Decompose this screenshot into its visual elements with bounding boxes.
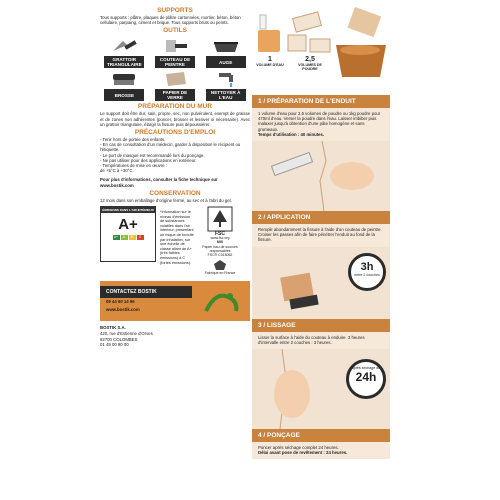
emission-scale [101,235,155,240]
trough-icon [208,36,244,56]
sandpaper-icon [157,69,193,89]
application-illustration [252,141,390,211]
step1-illustration [252,5,390,95]
left-column [100,5,250,348]
tool-label: BROSSE [104,89,144,101]
fsc-tree-icon [207,206,233,232]
scale-a: A [121,235,128,240]
step3-photo [252,247,390,319]
step4-body [252,442,390,459]
scale-a-plus: A+ [114,235,118,240]
outils-title: OUTILS [163,27,187,35]
badge-time: 3h [360,260,374,273]
contact-banner [100,281,250,321]
scraper-icon [106,36,142,56]
precaution-item: - Ne pas utiliser pour des applications en extérieur. [100,157,197,163]
tool-brosse [100,69,149,101]
preparation-mur-text: Le support doit être dur, sain, propre, sec, non pulvérulent, exempt de graisse et de zones non adhérentes (poncer, brosser et lessiver si nécessaire). Avec un grattoir triangulaire, élargir la fissure puis dépoussiérer. [100,111,250,127]
step4-title: 4 / PONÇAGE [252,429,390,442]
more-info: Pour plus d'informations, consulter la fiche technique sur www.bostik.com [100,177,218,188]
conservation-title: CONSERVATION [149,189,201,197]
precautions-title: PRÉCAUTIONS D'EMPLOI [134,129,216,137]
address-street: 420, rue d'Estienne d'Orves [100,331,153,337]
step4-text: Poncer après séchage complet 24 heures. [258,445,339,451]
precaution-item: - Tenir hors de portée des enfants. [100,137,166,143]
badge-sub: entre 2 couches [354,272,380,277]
fsc-paper: Papier issu de sources responsables [202,244,238,253]
fsc-url: www.fsc.org [210,236,230,241]
conservation-text: 12 mois dans son emballage d'origine fermé, au sec et à l'abri du gel. [100,197,232,203]
putty-knife-icon [157,36,193,56]
gecko-logo-icon [202,287,242,317]
tool-label: GRATTOIR TRIANGULAIRE [104,56,144,68]
drying-time-badge [348,253,386,291]
vol1-label: VOLUME D'EAU [256,63,284,67]
faucet-icon [208,69,244,89]
step1-extra: Temps d'utilisation : 40 minutes. [258,131,325,137]
vol1-group [254,56,286,67]
preparation-mur-title: PRÉPARATION DU MUR [137,103,213,111]
tool-auge [201,36,250,68]
step2-photo [252,141,390,211]
tool-grattoir [100,36,149,68]
contact-web[interactable]: www.bostik.com [106,307,140,313]
vol2-group [290,56,330,71]
step3-title: 3 / LISSAGE [252,319,390,332]
contact-phone[interactable]: 09 44 60 14 96 [106,299,135,305]
fsc-code: FSC® C015062 [207,253,233,258]
tool-label: NETTOYER À L'EAU [206,89,246,101]
step1-body [252,108,390,141]
precaution-item: - Le port de masque est recommandé lors du ponçage. [100,152,205,158]
company-name: BOSTIK S.A. [100,325,126,331]
fsc-label [198,206,242,275]
emission-grade: A+ [118,216,138,234]
vol1-number: 1 [268,56,272,63]
address-city: 92700 COLOMBES [100,336,138,342]
precautions-list [100,137,250,173]
company-address [100,325,250,347]
labels-row [100,206,250,275]
brush-icon [106,69,142,89]
precaution-item: - Températures de mise en œuvre : [100,163,168,169]
tool-nettoyer [201,69,250,101]
step2-body [252,224,390,247]
tool-papier [151,69,200,101]
supports-title: SUPPORTS [157,7,193,14]
vol2-label: VOLUMES DE POUDRE [298,63,322,71]
precaution-item: de +5°C à +30°C. [100,168,134,174]
emission-label [100,206,156,262]
france-map-icon [213,259,227,271]
made-in-france: Fabriqué en France [204,271,236,276]
supports-text: Tous supports : plâtre, plaques de plâtre cartonnées, mortier, béton, béton cellulaire, parpaing, ciment et brique. Tous supports bruts ou peints. [100,15,241,26]
mixing-illustration [252,5,390,95]
contact-title: CONTACTEZ BOSTIK [100,286,192,298]
tool-label: AUGE [206,56,246,68]
badge-time-24: 24h [355,370,377,385]
step4-photo [252,349,390,429]
address-tel: 01 49 00 90 00 [100,342,129,348]
emission-header: ÉMISSIONS DANS L'AIR INTÉRIEUR [102,208,154,213]
scale-b: B [129,235,136,240]
sanding-time-badge [346,359,386,399]
tool-label: COUTEAU DE PEINTRE [155,56,195,68]
steps-column [252,5,390,459]
step1-text: 1 volume d'eau pour 2,5 volumes de poudre ou 1kg poudre pour 470ml d'eau. Verser la poudre dans l'eau. Laisser imbiber puis malaxer jusqu'à obtention d'une pâte homogène et sans grumeaux. [258,111,381,132]
precaution-item: - En cas de consultation d'un médecin, garder à disposition le récipient ou l'étiquette. [100,142,241,153]
scale-c: C [137,235,144,240]
fsc-logo-text: FSC [215,231,225,238]
step4-extra: Délai avant pose de revêtement : 24 heures. [258,450,348,456]
tool-couteau [151,36,200,68]
step1-title: 1 / PRÉPARATION DE L'ENDUIT [252,95,390,108]
step3-text: Lisser la surface à l'aide du couteau à enduire. 3 heures d'intervalle entre 2 couches : 3 heures. [258,334,365,345]
step2-text: Remplir abondamment la fissure à l'aide d'un couteau de peintre. Croiser les passes afin de faire pénétrer l'enduit au fond de la fissure. [258,227,382,243]
fsc-mix: MIX [216,240,224,245]
step2-title: 2 / APPLICATION [252,211,390,224]
tool-label: PAPIER DE VERRE [155,89,195,101]
step3-body [252,332,390,349]
tools-grid [100,36,250,101]
emission-note: *Information sur le niveau d'émission de substances volatiles dans l'air intérieur, présentant un risque de toxicité par inhalation, sur une échelle de classe allant de A+ (très faibles émissions) à C (fortes émissions). [160,210,194,265]
badge-top: après séchage de [351,366,381,371]
vol2-number: 2,5 [305,56,315,63]
